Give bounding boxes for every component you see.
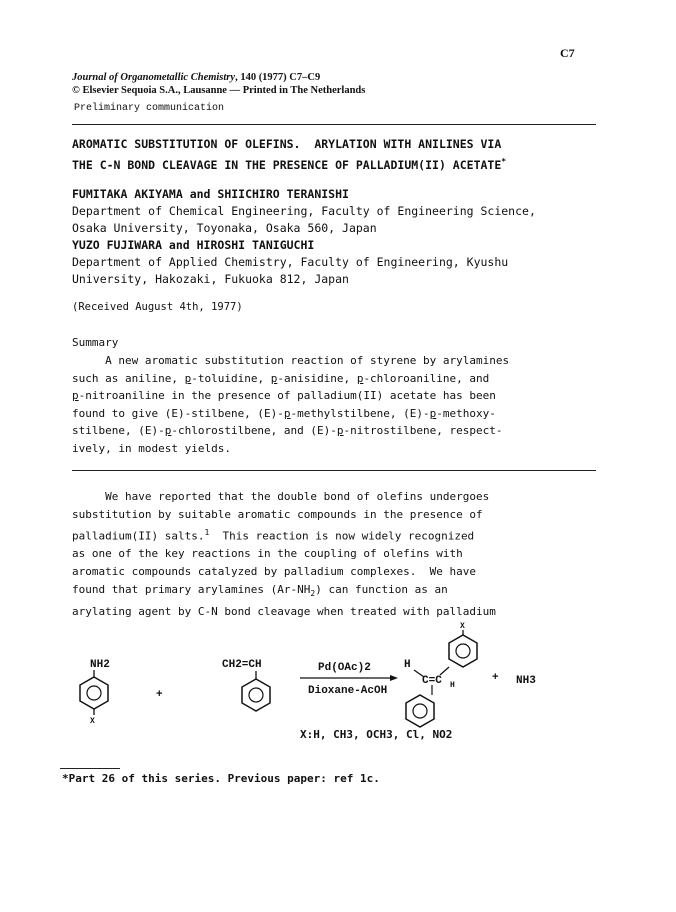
x-substituent-1: X [90,717,95,726]
reaction-scheme [60,615,620,745]
header-rule [72,124,596,125]
vinyl-label: CH2=CH [222,659,262,671]
journal-header [72,71,365,97]
affiliation-1a: Department of Chemical Engineering, Faculty of Engineering Science, [72,204,536,218]
footnote-rule [60,768,120,769]
summary-text: A new aromatic substitution reaction of styrene by arylamines such as aniline, p-toluidine, p-anisidine, p-chloroaniline, and p-nitroaniline in the presence of palladium(II) acetate has been found to give (E)-stilbene, (E)-p-methylstilbene, (E)-p-methoxy- stilbene, (E)-p-chlorostilbene, and (E)-p-nitrostilbene, respect- ively, in modest yields. [72,354,510,455]
summary-heading: Summary [72,336,119,349]
plus-sign-2: + [492,672,499,684]
x-substituent-2: X [460,622,465,631]
received-date: (Received August 4th, 1977) [72,301,243,313]
reagent-label: Pd(OAc)2 [318,662,371,674]
reference-1: 1 [204,527,210,537]
nh3-label: NH3 [516,675,536,687]
stilbene-structure [404,622,477,727]
article-type: Preliminary communication [74,103,225,114]
page-number: C7 [560,46,575,60]
body-text: We have reported that the double bond of olefins undergoes substitution by suitable aromatic compounds in the presence of palladium(II) salts.$^1$ This reaction is now widely recognized as one of the key reactions in the coupling of olefins with aromatic compounds catalyzed by palladium complexes. We have found that primary arylamines $(Ar-NH_2)$ can function as an arylating agent by C-N bond cleavage when treated with palladium [72,490,496,618]
h-label-right: H [450,681,455,690]
cc-bond-label: C=C [422,675,442,687]
journal-citation: Journal of Organometallic Chemistry, 140 (1977) C7–C9 [72,72,321,83]
solvent-label: Dioxane-AcOH [308,685,388,697]
summary-rule [72,470,596,471]
aniline-structure [80,659,110,726]
article-title: AROMATIC SUBSTITUTION OF OLEFINS. ARYLATION WITH ANILINES VIA THE C-N BOND CLEAVAGE IN THE PRESENCE OF PALLADIUM(II) ACETATE* [72,137,507,172]
publisher-line: © Elsevier Sequoia S.A., Lausanne — Printed in The Netherlands [72,85,366,96]
nh2-label: NH2 [90,659,110,671]
h-label-left: H [404,659,411,671]
footnote: *Part 26 of this series. Previous paper: ref 1c. [62,772,380,785]
affiliation-1b: Osaka University, Toyonaka, Osaka 560, Japan [72,221,377,235]
substituent-list: X:H, CH3, OCH3, Cl, NO2 [300,728,453,741]
author-names-2: YUZO FUJIWARA and HIROSHI TANIGUCHI [72,238,315,252]
plus-sign-1: + [156,689,163,701]
affiliation-2b: University, Hakozaki, Fukuoka 812, Japan [72,272,349,286]
author-names-1: FUMITAKA AKIYAMA and SHIICHIRO TERANISHI [72,187,349,201]
affiliation-2a: Department of Applied Chemistry, Faculty of Engineering, Kyushu [72,255,509,269]
author-block [72,186,536,288]
styrene-structure [222,659,270,711]
